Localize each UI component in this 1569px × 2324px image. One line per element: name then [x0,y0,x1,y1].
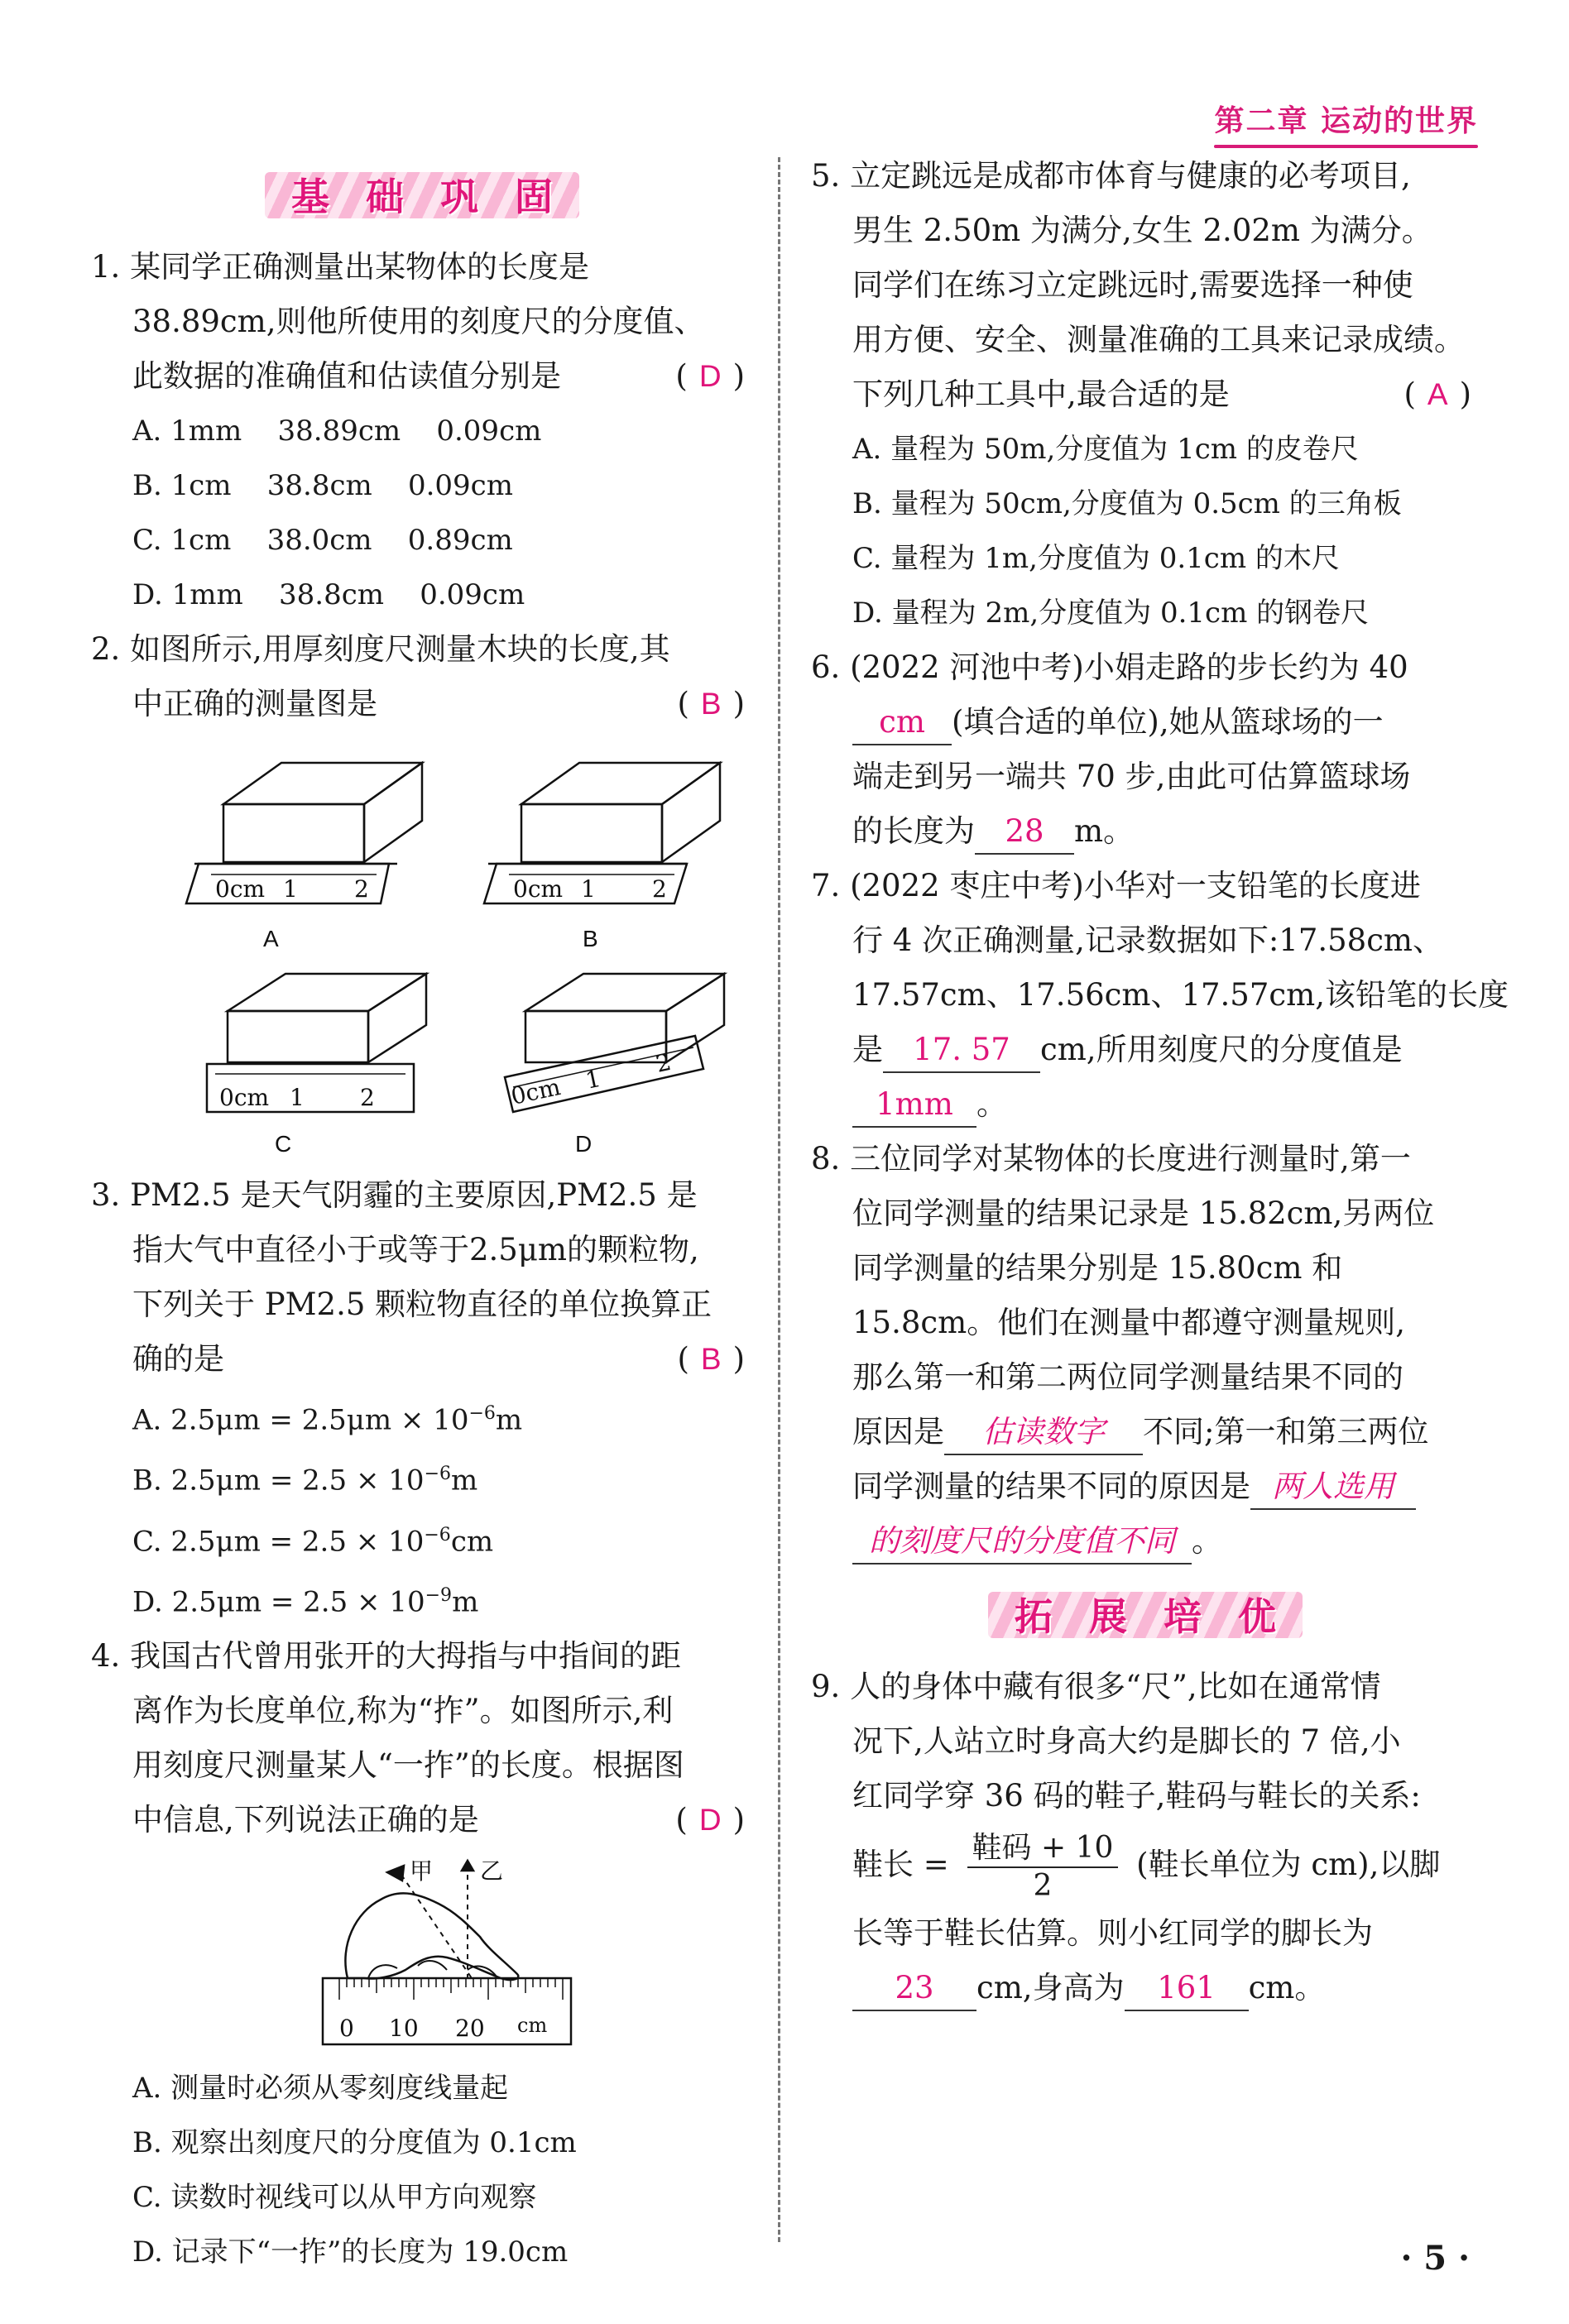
q9-line-6 [811,1961,1480,2015]
q6-line-4 [811,804,1480,859]
q5-line-4: 用方便、安全、测量准确的工具来记录成绩。 [852,322,1465,357]
fig-c-tick-2: 2 [360,1084,375,1111]
ruler-ticks [339,1978,563,2000]
q3-line-4 [91,1332,753,1387]
q9-blank-2[interactable]: 161 [1125,1967,1249,2011]
section-title-extend: 拓展培优 [1015,1594,1312,1639]
right-column [811,149,1509,2015]
q3-line-2: 指大气中直径小于或等于2.5μm的颗粒物, [132,1232,699,1267]
q3-line-4-text: 确的是 [132,1341,224,1377]
q4-line-4 [91,1793,753,1847]
q8-line-6-b: 不同;第一和第三两位 [1143,1414,1429,1450]
q9-fraction [967,1830,1119,1905]
q8-line-6 [811,1405,1480,1459]
q9-blank-1[interactable]: 23 [852,1967,976,2011]
q7-blank-1[interactable]: 17. 57 [883,1028,1040,1073]
q2-line-2 [91,677,753,731]
q9-line-5: 长等于鞋长估算。则小红同学的脚长为 [852,1915,1373,1951]
q5-option-b: B. 量程为 50cm,分度值为 0.5cm 的三角板 [852,487,1402,520]
question-5 [811,149,1480,640]
q3-line-1: 3. PM2.5 是天气阴霾的主要原因,PM2.5 是 [91,1177,698,1213]
q2-answer: B [700,687,722,721]
section-title-basic: 基础巩固 [291,175,589,219]
ruler-unit: cm [517,2014,548,2038]
q3-option-a-exp: −6 [468,1403,496,1424]
q8-line-8 [811,1514,1480,1569]
q7-line-3: 17.57cm、17.56cm、17.57cm,该铅笔的长度 [852,977,1509,1013]
hand-span-figure [91,1854,753,2053]
question-6 [811,640,1480,859]
q1-option-a: A. 1mm 38.89cm 0.09cm [132,414,542,448]
q1-option-c: C. 1cm 38.0cm 0.89cm [132,524,513,557]
q7-line-5-b: 。 [976,1086,1007,1122]
q8-blank-1[interactable]: 估读数字 [944,1411,1143,1455]
q1-option-b: B. 1cm 38.8cm 0.09cm [132,469,513,502]
column-divider [778,157,780,2242]
q8-line-2: 位同学测量的结果记录是 15.82cm,另两位 [852,1196,1435,1231]
q4-answer-bracket: ( D ) [675,1802,745,1838]
fig-b-tick-2: 2 [652,875,667,903]
q8-line-7-a: 同学测量的结果不同的原因是 [852,1469,1250,1504]
q3-option-b [91,1447,753,1507]
q6-line-3: 端走到另一端共 70 步,由此可估算篮球场 [852,759,1411,794]
q3-option-a-base: A. 2.5μm = 2.5μm × 10 [132,1403,469,1437]
q5-option-c: C. 量程为 1m,分度值为 0.1cm 的木尺 [852,542,1340,575]
q1-line-3-text: 此数据的准确值和估读值分别是 [132,358,561,394]
q4-line-4-text: 中信息,下列说法正确的是 [132,1802,479,1838]
q1-answer-bracket: ( D ) [675,358,745,394]
page-header [1214,98,1478,148]
section-banner-extend [811,1569,1480,1660]
q5-answer-bracket: ( A ) [1403,376,1471,412]
q6-line-1: 6. (2022 河池中考)小娟走路的步长约为 40 [811,649,1408,685]
q3-option-b-exp: −6 [424,1464,451,1485]
q9-formula-right: (鞋长单位为 cm),以脚 [1136,1847,1441,1882]
question-1 [91,240,753,622]
q3-answer-bracket: ( B ) [677,1341,745,1377]
q3-answer: B [700,1342,722,1376]
q9-line-1: 9. 人的身体中藏有很多“尺”,比如在通常情 [811,1669,1381,1704]
q2-line-1: 2. 如图所示,用厚刻度尺测量木块的长度,其 [91,631,670,667]
q9-formula-left: 鞋长 = [852,1847,949,1882]
fig-c-tick-0: 0cm [219,1084,270,1111]
q3-option-d [91,1569,753,1629]
q4-line-1: 4. 我国古代曾用张开的大拇指与中指间的距 [91,1638,682,1675]
fig-a-tick-2: 2 [354,875,369,903]
fig-d-tick-0: 0cm [508,1073,564,1110]
question-8 [811,1132,1480,1569]
q4-line-2: 离作为长度单位,称为“拃”。如图所示,利 [132,1693,674,1729]
q6-blank-1[interactable]: cm [852,701,952,745]
q8-line-7 [811,1459,1480,1514]
ruler-measurement-figure [91,738,753,1160]
fig-d-label: D [575,1131,593,1157]
page-number: · 5 · [1400,2239,1470,2278]
eye-yi-icon [462,1861,473,1871]
left-column [91,149,753,2279]
fig-a-label: A [263,926,279,951]
question-7 [811,859,1509,1132]
header-underline [1214,145,1478,148]
q4-option-c: C. 读数时视线可以从甲方向观察 [132,2181,537,2215]
q4-option-d: D. 记录下“一拃”的长度为 19.0cm [132,2235,569,2269]
q3-option-b-base: B. 2.5μm = 2.5 × 10 [132,1464,425,1497]
q8-line-3: 同学测量的结果分别是 15.80cm 和 [852,1250,1343,1286]
q5-answer: A [1427,377,1448,411]
q8-line-1: 8. 三位同学对某物体的长度进行测量时,第一 [811,1141,1411,1176]
question-3 [91,1168,753,1629]
q5-line-1: 5. 立定跳远是成都市体育与健康的必考项目, [811,158,1411,194]
q3-option-d-base: D. 2.5μm = 2.5 × 10 [132,1585,425,1619]
q5-option-a: A. 量程为 50m,分度值为 1cm 的皮卷尺 [852,433,1359,466]
q3-line-3: 下列关于 PM2.5 颗粒物直径的单位换算正 [132,1287,713,1322]
fig-c-tick-1: 1 [290,1084,305,1111]
q8-line-6-a: 原因是 [852,1414,944,1450]
figure-c [207,974,426,1157]
q9-line-3: 红同学穿 36 码的鞋子,鞋码与鞋长的关系: [852,1778,1421,1814]
q4-answer: D [698,1803,722,1838]
fig-d-tick-1: 1 [583,1064,603,1095]
fig-b-tick-1: 1 [581,875,596,903]
q6-line-2 [811,695,1480,750]
q9-line-6-b: cm。 [1248,1970,1326,2005]
ruler-label-10: 10 [389,2015,419,2043]
label-jia: 甲 [410,1857,434,1886]
q3-option-a-unit: m [495,1403,523,1437]
q4-option-b: B. 观察出刻度尺的分度值为 0.1cm [132,2126,577,2160]
q6-line-4-a: 的长度为 [852,813,975,849]
q3-option-b-unit: m [451,1464,478,1497]
ruler-label-20: 20 [455,2015,485,2043]
q1-option-d: D. 1mm 38.8cm 0.09cm [132,578,525,611]
q5-line-3: 同学们在练习立定跳远时,需要选择一种使 [852,267,1413,303]
ruler-label-0: 0 [339,2015,354,2043]
q8-blank-2-part-1[interactable]: 两人选用 [1250,1465,1416,1510]
q9-line-6-a: cm,身高为 [976,1970,1125,2005]
figure-d [505,974,724,1157]
fig-d-tick-2: 2 [653,1047,674,1078]
q9-line-4 [811,1823,1480,1906]
figure-b [484,763,720,951]
q9-fraction-denominator: 2 [1033,1868,1053,1903]
q4-option-a: A. 测量时必须从零刻度线量起 [132,2072,509,2106]
q8-line-8-b: 。 [1192,1523,1222,1559]
figure-a [186,763,422,951]
q1-line-3 [91,349,753,404]
hand-outline [345,1894,518,1981]
q7-line-5 [811,1077,1480,1132]
fig-b-label: B [583,926,598,951]
q7-line-4-a: 是 [852,1032,883,1067]
q2-answer-bracket: ( B ) [677,686,745,721]
q7-line-1: 7. (2022 枣庄中考)小华对一支铅笔的长度进 [811,868,1421,903]
fig-b-tick-0: 0cm [513,875,564,903]
q7-blank-2[interactable]: 1mm [852,1083,976,1128]
q5-line-2: 男生 2.50m 为满分,女生 2.02m 为满分。 [852,213,1432,248]
q1-line-1: 1. 某同学正确测量出某物体的长度是 [91,249,590,285]
q8-line-5: 那么第一和第二两位同学测量结果不同的 [852,1359,1403,1395]
q3-option-c [91,1508,753,1569]
q7-line-4 [811,1023,1480,1077]
q6-line-2-text: (填合适的单位),她从篮球场的一 [952,704,1384,740]
q7-line-4-b: cm,所用刻度尺的分度值是 [1040,1032,1403,1067]
q6-blank-2[interactable]: 28 [975,810,1074,855]
chapter-title: 第二章 运动的世界 [1214,104,1478,138]
q4-line-3: 用刻度尺测量某人“一拃”的长度。根据图 [132,1747,684,1784]
q8-line-4: 15.8cm。他们在测量中都遵守测量规则, [852,1305,1405,1340]
question-2 [91,622,753,1160]
q3-option-c-unit: cm [450,1524,494,1558]
q5-line-5 [811,367,1480,422]
label-yi: 乙 [480,1857,504,1886]
q5-line-5-text: 下列几种工具中,最合适的是 [852,376,1230,412]
section-banner-basic [91,149,753,240]
fig-a-tick-0: 0cm [215,875,266,903]
q5-option-d: D. 量程为 2m,分度值为 0.1cm 的钢卷尺 [852,597,1370,630]
question-9 [811,1660,1480,2015]
question-4 [91,1629,753,2279]
q3-option-d-exp: −9 [425,1584,453,1606]
q3-option-c-base: C. 2.5μm = 2.5 × 10 [132,1524,425,1558]
q7-line-2: 行 4 次正确测量,记录数据如下:17.58cm、 [852,922,1444,958]
fig-c-label: C [275,1131,292,1157]
q1-answer: D [698,359,722,393]
q3-option-d-unit: m [452,1585,479,1619]
eye-jia-icon [387,1866,404,1881]
q3-option-a [91,1387,753,1447]
q2-line-2-text: 中正确的测量图是 [132,686,377,721]
q1-line-2: 38.89cm,则他所使用的刻度尺的分度值、 [132,304,705,339]
q8-blank-2-part-2[interactable]: 的刻度尺的分度值不同 [852,1520,1192,1565]
fig-a-tick-1: 1 [283,875,298,903]
q9-fraction-numerator: 鞋码 + 10 [967,1830,1119,1868]
q6-line-4-b: m。 [1074,813,1135,849]
q9-line-2: 况下,人站立时身高大约是脚长的 7 倍,小 [852,1723,1401,1759]
q3-option-c-exp: −6 [424,1524,451,1545]
